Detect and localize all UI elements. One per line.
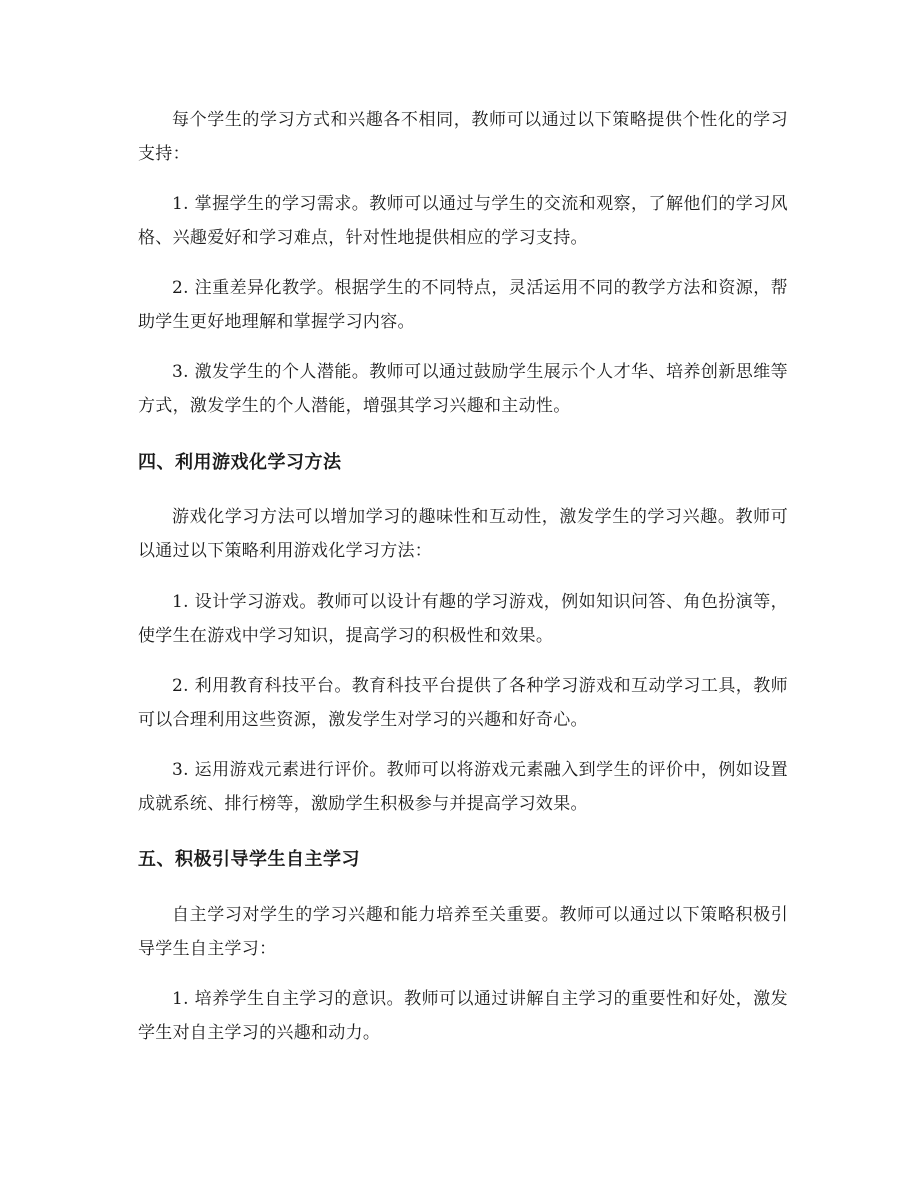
intro-paragraph: 每个学生的学习方式和兴趣各不相同，教师可以通过以下策略提供个性化的学习支持： xyxy=(138,110,788,164)
list-item: 1. 掌握学生的学习需求。教师可以通过与学生的交流和观察，了解他们的学习风格、兴趣爱好和学习难点，针对性地提供相应的学习支持。 xyxy=(138,194,788,248)
section-intro-paragraph: 自主学习对学生的学习兴趣和能力培养至关重要。教师可以通过以下策略积极引导学生自主学习： xyxy=(138,905,788,959)
list-item: 1. 设计学习游戏。教师可以设计有趣的学习游戏，例如知识问答、角色扮演等，使学生在游戏中学习知识，提高学习的积极性和效果。 xyxy=(138,592,788,646)
list-item: 2. 注重差异化教学。根据学生的不同特点，灵活运用不同的教学方法和资源，帮助学生更好地理解和掌握学习内容。 xyxy=(138,278,788,332)
list-item: 1. 培养学生自主学习的意识。教师可以通过讲解自主学习的重要性和好处，激发学生对自主学习的兴趣和动力。 xyxy=(138,989,788,1043)
list-item: 3. 激发学生的个人潜能。教师可以通过鼓励学生展示个人才华、培养创新思维等方式，激发学生的个人潜能，增强其学习兴趣和主动性。 xyxy=(138,362,788,416)
list-item: 3. 运用游戏元素进行评价。教师可以将游戏元素融入到学生的评价中，例如设置成就系统、排行榜等，激励学生积极参与并提高学习效果。 xyxy=(138,760,788,814)
section-heading: 四、利用游戏化学习方法 xyxy=(138,452,342,473)
section-intro-paragraph: 游戏化学习方法可以增加学习的趣味性和互动性，激发学生的学习兴趣。教师可以通过以下策略利用游戏化学习方法： xyxy=(138,507,788,561)
section-heading: 五、积极引导学生自主学习 xyxy=(138,849,360,870)
list-item: 2. 利用教育科技平台。教育科技平台提供了各种学习游戏和互动学习工具，教师可以合理利用这些资源，激发学生对学习的兴趣和好奇心。 xyxy=(138,676,788,730)
